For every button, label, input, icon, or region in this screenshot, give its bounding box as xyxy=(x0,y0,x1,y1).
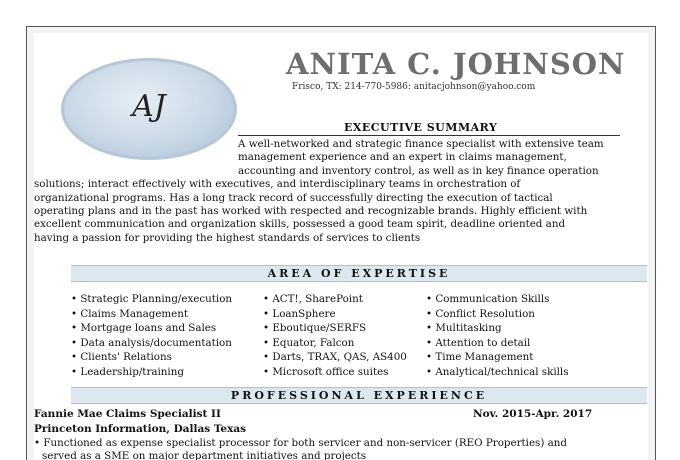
list-item: • Multitasking xyxy=(426,322,502,334)
list-item: • ACT!, SharePoint xyxy=(263,293,363,305)
document-frame xyxy=(26,26,656,460)
expertise-column-1 xyxy=(71,292,232,379)
list-item: • Claims Management xyxy=(71,307,189,320)
summary-line: management experience and an expert in claims management, xyxy=(238,151,567,164)
candidate-name: ANITA C. JOHNSON xyxy=(286,47,626,81)
summary-line: solutions; interact effectively with executives, and interdisciplinary teams in orchestration of xyxy=(34,178,521,191)
summary-divider xyxy=(238,135,620,136)
list-item: • Attention to detail xyxy=(426,336,531,349)
list-item: • Communication Skills xyxy=(426,293,550,305)
list-item: • Equator, Falcon xyxy=(263,336,355,349)
job-title: Fannie Mae Claims Specialist II xyxy=(34,408,221,420)
expertise-column-3 xyxy=(426,292,569,379)
list-item: • Data analysis/documentation xyxy=(71,336,232,349)
list-item: • LoanSphere xyxy=(263,307,336,320)
expertise-section-bar xyxy=(71,265,647,282)
expertise-heading: AREA OF EXPERTISE xyxy=(267,267,451,280)
summary-line: having a passion for providing the highest standards of services to clients xyxy=(34,231,421,244)
list-item: • Leadership/training xyxy=(71,365,184,378)
job-dates: Nov. 2015-Apr. 2017 xyxy=(473,408,593,420)
summary-line: accounting and inventory control, as well as in key finance operation xyxy=(238,164,599,177)
company-name: Princeton Information, Dallas Texas xyxy=(34,423,247,435)
summary-line: operating plans and in the past has worked with respected and recognizable brands. Highly efficient with xyxy=(34,205,588,218)
list-item: • Mortgage loans and Sales xyxy=(71,322,217,334)
contact-info: Frisco, TX: 214-770-5986: anitacjohnson@yahoo.com xyxy=(292,82,536,92)
summary-heading: EXECUTIVE SUMMARY xyxy=(344,121,498,134)
resume-page xyxy=(34,33,648,460)
list-item: • Darts, TRAX, QAS, AS400 xyxy=(263,351,407,363)
monogram-initials: AJ xyxy=(132,89,166,124)
job-bullet: • Functioned as expense specialist processor for both servicer and non-servicer (REO Properties) and served as a SME on major department initiatives and projects xyxy=(34,437,567,460)
list-item: • Eboutique/SERFS xyxy=(263,322,367,334)
list-item: • Conflict Resolution xyxy=(426,307,535,320)
expertise-column-2 xyxy=(263,292,407,379)
summary-line: organizational programs. Has a long track record of successfully directing the execution of tactical xyxy=(34,191,553,204)
list-item: • Time Management xyxy=(426,351,534,363)
summary-line: A well-networked and strategic finance specialist with extensive team xyxy=(238,138,604,150)
list-item: • Clients' Relations xyxy=(71,351,172,363)
list-item: • Analytical/technical skills xyxy=(426,365,569,378)
summary-paragraph xyxy=(34,138,630,245)
experience-section-bar xyxy=(71,387,647,404)
experience-heading: PROFESSIONAL EXPERIENCE xyxy=(230,389,488,402)
summary-line: excellent communication and organization skills, possessed a good team spirit, deadline oriented and xyxy=(34,218,566,231)
list-item: • Microsoft office suites xyxy=(263,365,389,378)
list-item: • Strategic Planning/execution xyxy=(71,293,233,305)
